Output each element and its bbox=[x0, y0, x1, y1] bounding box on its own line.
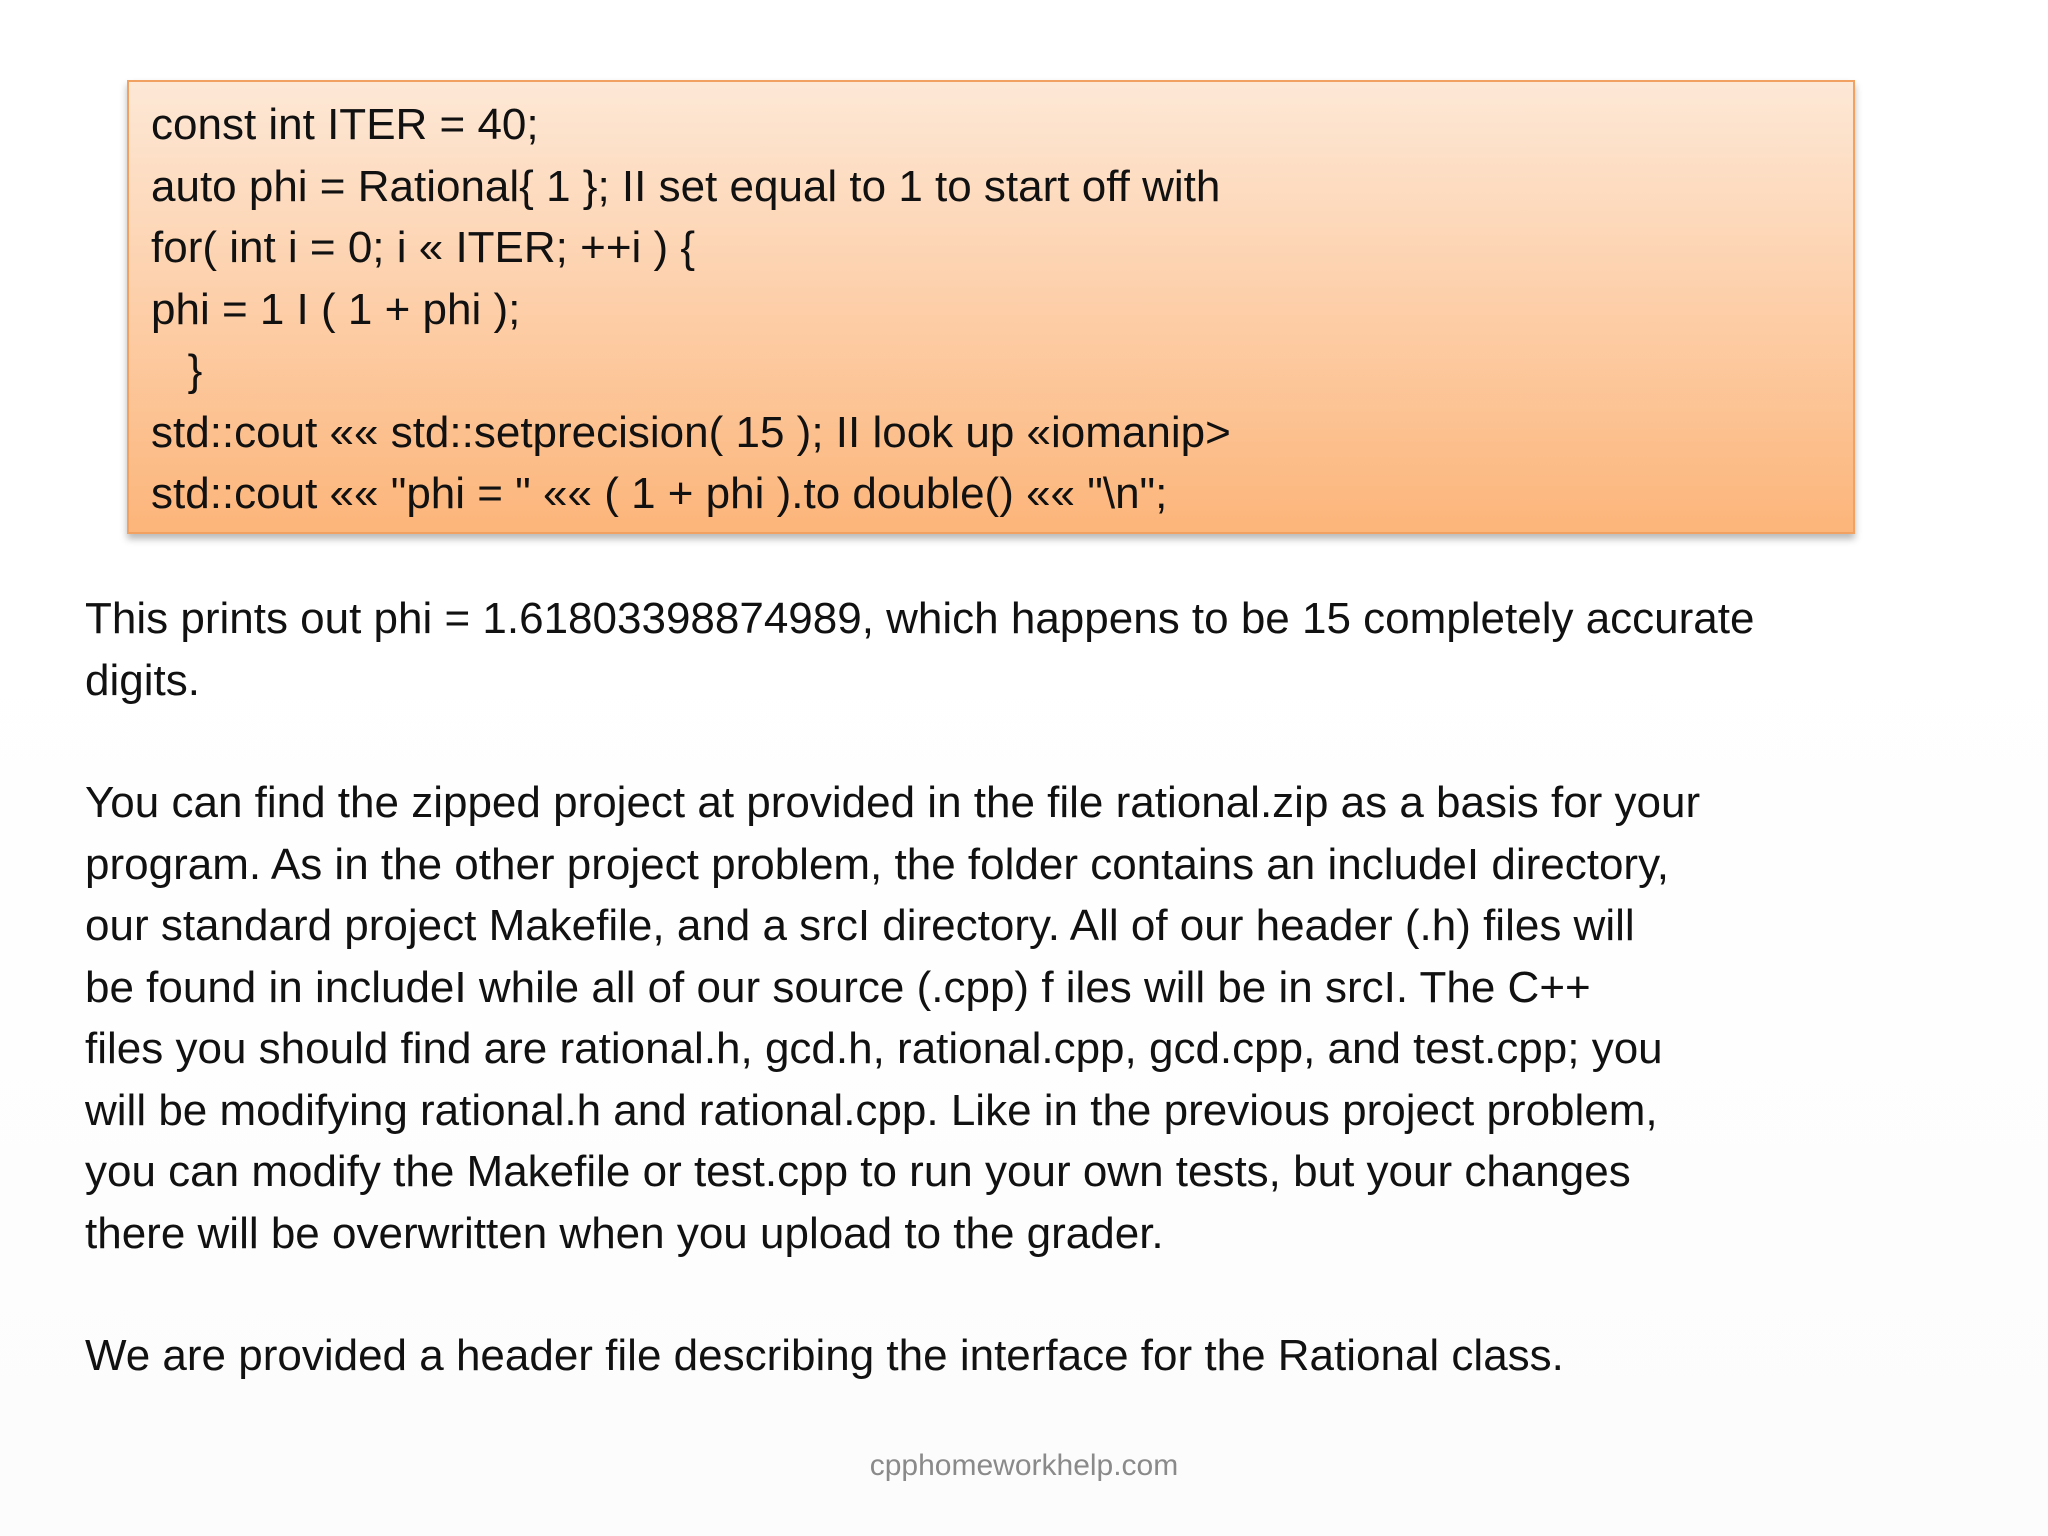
code-line: phi = 1 I ( 1 + phi ); bbox=[151, 284, 521, 334]
text-line: be found in includeI while all of our source (.cpp) f iles will be in srcI. The C++ bbox=[85, 962, 1591, 1012]
code-line: auto phi = Rational{ 1 }; II set equal to 1 to start off with bbox=[151, 161, 1221, 211]
text-line: there will be overwritten when you upload to the grader. bbox=[85, 1208, 1164, 1258]
paragraph-header-intro bbox=[85, 1325, 1933, 1387]
text-line: you can modify the Makefile or test.cpp to run your own tests, but your changes bbox=[85, 1147, 1631, 1196]
text-line: will be modifying rational.h and rational.cpp. Like in the previous project problem, bbox=[85, 1085, 1658, 1135]
text-line: program. As in the other project problem, the folder contains an includeI directory, bbox=[85, 839, 1670, 889]
text-line: files you should find are rational.h, gcd.h, rational.cpp, gcd.cpp, and test.cpp; you bbox=[85, 1024, 1663, 1073]
text-line: We are provided a header file describing the interface for the Rational class. bbox=[85, 1331, 1564, 1380]
footer-website: cpphomeworkhelp.com bbox=[869, 1449, 1179, 1482]
code-line: const int ITER = 40; bbox=[151, 100, 539, 149]
paragraph-output-result bbox=[85, 588, 1933, 711]
text-line: our standard project Makefile, and a srcI directory. All of our header (.h) files will bbox=[85, 901, 1635, 950]
code-line: for( int i = 0; i « ITER; ++i ) { bbox=[151, 223, 696, 272]
code-line: std::cout «« std::setprecision( 15 ); II look up «iomanip> bbox=[151, 407, 1231, 457]
code-line: std::cout «« "phi = " «« ( 1 + phi ).to double() «« "\n"; bbox=[151, 469, 1168, 518]
text-line: digits. bbox=[85, 655, 200, 705]
text-line: You can find the zipped project at provided in the file rational.zip as a basis for your bbox=[85, 778, 1701, 827]
code-line: } bbox=[151, 346, 203, 395]
text-line: This prints out phi = 1.61803398874989, which happens to be 15 completely accurate bbox=[85, 594, 1755, 643]
code-block bbox=[127, 80, 1855, 534]
paragraph-project-description bbox=[85, 772, 1933, 1264]
